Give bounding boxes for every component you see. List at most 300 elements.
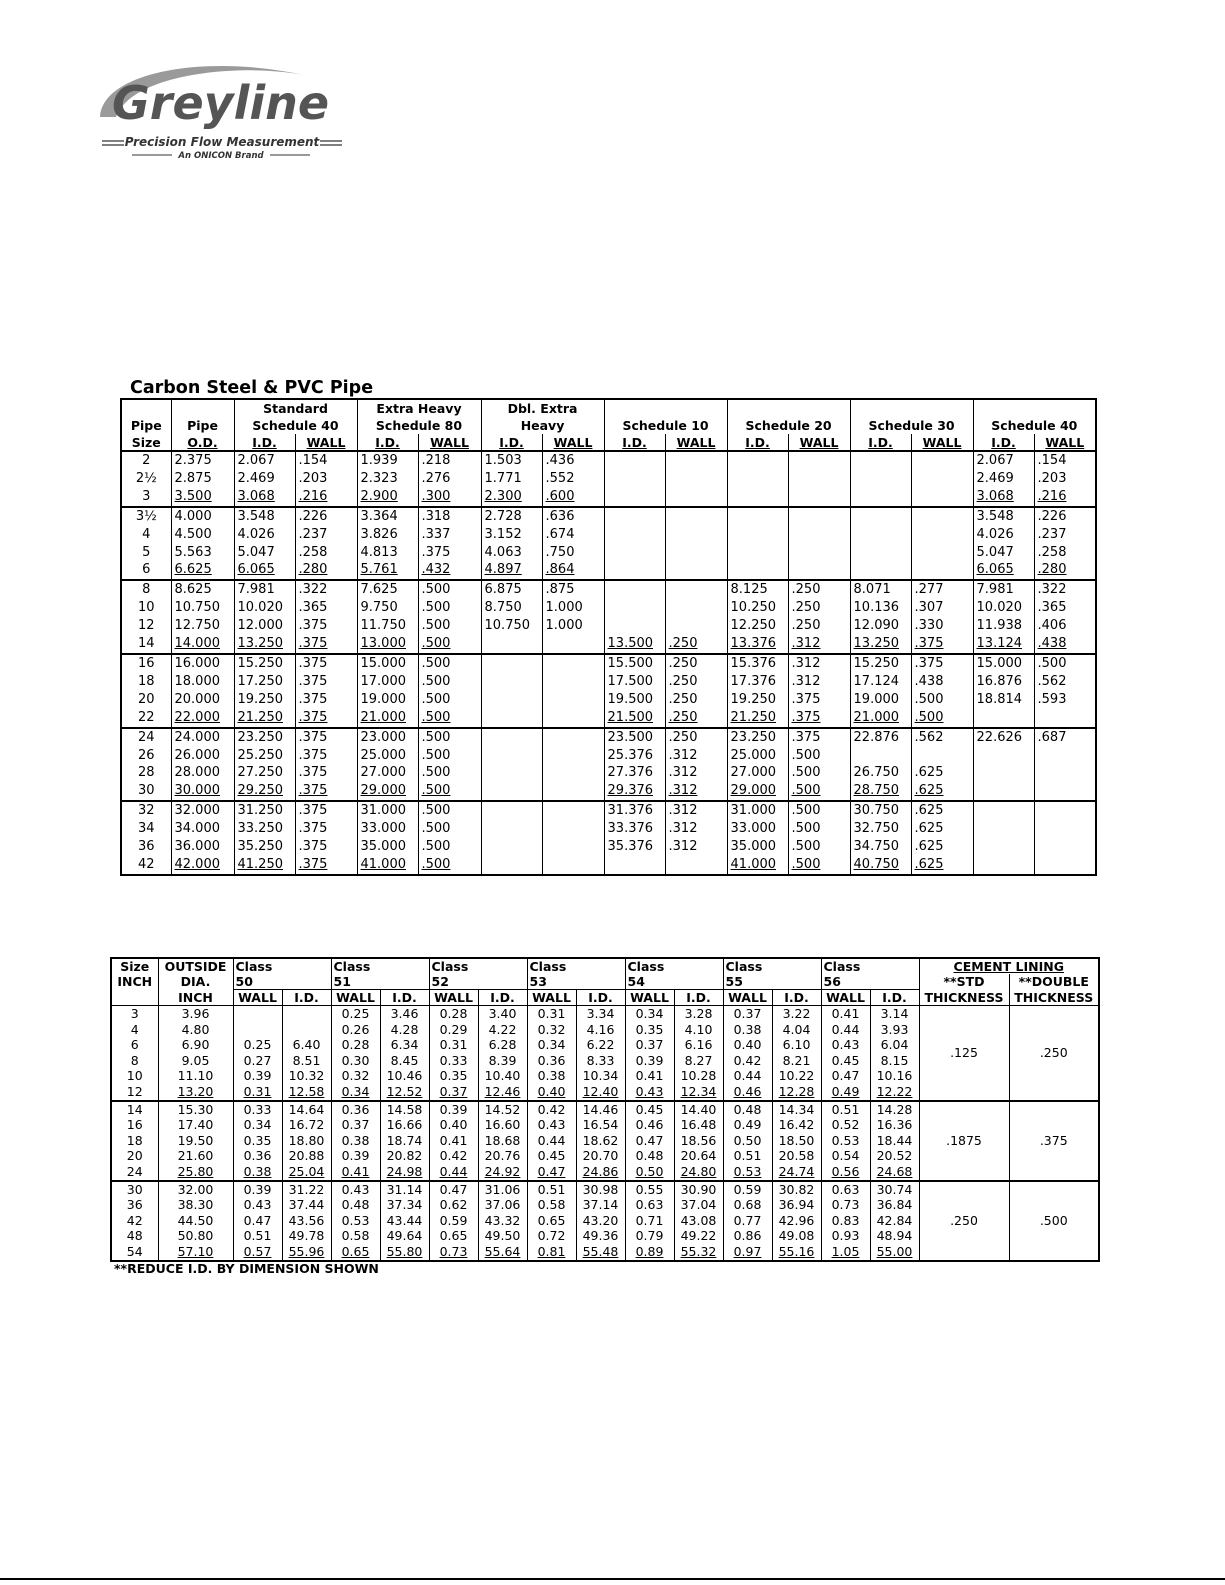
table-cell: 25.80 bbox=[158, 1164, 233, 1181]
table-cell: .500 bbox=[418, 617, 481, 635]
pipe-size-cell: 12 bbox=[111, 1084, 158, 1101]
iron-class-word: Class bbox=[625, 958, 723, 974]
table-cell: 42.000 bbox=[171, 856, 234, 875]
table-cell: 0.53 bbox=[723, 1164, 772, 1181]
table-cell: 25.000 bbox=[357, 747, 418, 765]
table-cell: 0.41 bbox=[625, 1068, 674, 1084]
table-cell bbox=[973, 764, 1034, 782]
table-cell bbox=[911, 747, 973, 765]
table-cell: .203 bbox=[1034, 470, 1096, 488]
table-cell: 3.548 bbox=[973, 507, 1034, 526]
table-row bbox=[121, 654, 1096, 673]
table-cell: 20.82 bbox=[380, 1148, 429, 1164]
table-cell: 24.68 bbox=[870, 1164, 919, 1181]
pipe-size-cell: 28 bbox=[121, 764, 171, 782]
table-cell: .216 bbox=[1034, 488, 1096, 507]
table-cell: .300 bbox=[418, 488, 481, 507]
table-cell: 32.000 bbox=[171, 801, 234, 820]
table-cell: 3.28 bbox=[674, 1006, 723, 1022]
pipe-size-cell: 8 bbox=[121, 580, 171, 599]
pipe-size-cell: 22 bbox=[121, 709, 171, 728]
table-cell bbox=[973, 856, 1034, 875]
steel-group-label-2: Schedule 80 bbox=[357, 417, 481, 434]
table-cell: .625 bbox=[911, 801, 973, 820]
table-row bbox=[121, 764, 1096, 782]
table-cell: 0.37 bbox=[723, 1006, 772, 1022]
table-cell: 55.32 bbox=[674, 1244, 723, 1261]
table-cell: .438 bbox=[911, 673, 973, 691]
table-cell: 27.376 bbox=[604, 764, 665, 782]
table-cell: 30.750 bbox=[850, 801, 911, 820]
table-cell bbox=[542, 691, 604, 709]
pipe-size-cell: 16 bbox=[111, 1117, 158, 1133]
steel-header-row-1 bbox=[121, 399, 1096, 417]
table-cell: 14.28 bbox=[870, 1101, 919, 1118]
table-cell: 10.136 bbox=[850, 599, 911, 617]
table-cell: 3.548 bbox=[234, 507, 295, 526]
table-cell: .154 bbox=[295, 451, 357, 470]
table-cell bbox=[911, 470, 973, 488]
table-cell: 19.000 bbox=[357, 691, 418, 709]
table-cell: 0.43 bbox=[331, 1181, 380, 1198]
table-cell: 0.55 bbox=[625, 1181, 674, 1198]
greyline-logo bbox=[92, 55, 352, 165]
table-cell: 0.36 bbox=[331, 1101, 380, 1118]
table-cell: 0.86 bbox=[723, 1228, 772, 1244]
table-cell bbox=[604, 580, 665, 599]
table-cell: 12.40 bbox=[576, 1084, 625, 1101]
table-cell: 27.000 bbox=[727, 764, 788, 782]
table-cell: 31.22 bbox=[282, 1181, 331, 1198]
table-cell: 0.39 bbox=[625, 1053, 674, 1069]
table-cell: 12.34 bbox=[674, 1084, 723, 1101]
table-cell: 49.50 bbox=[478, 1228, 527, 1244]
table-cell: 0.47 bbox=[625, 1133, 674, 1149]
table-cell: 12.28 bbox=[772, 1084, 821, 1101]
table-cell: 0.51 bbox=[821, 1101, 870, 1118]
table-cell: 18.50 bbox=[772, 1133, 821, 1149]
table-cell: 20.88 bbox=[282, 1148, 331, 1164]
table-cell: .500 bbox=[788, 747, 850, 765]
table-cell: 14.58 bbox=[380, 1101, 429, 1118]
table-cell: .375 bbox=[418, 544, 481, 562]
table-cell: 18.80 bbox=[282, 1133, 331, 1149]
table-cell: .277 bbox=[911, 580, 973, 599]
table-cell: .552 bbox=[542, 470, 604, 488]
table-cell: 4.22 bbox=[478, 1022, 527, 1038]
table-cell: .307 bbox=[911, 599, 973, 617]
pipe-size-cell: 12 bbox=[121, 617, 171, 635]
table-row bbox=[121, 544, 1096, 562]
table-cell: 15.000 bbox=[357, 654, 418, 673]
table-cell bbox=[911, 544, 973, 562]
table-cell: 0.47 bbox=[233, 1213, 282, 1229]
pipe-size-cell: 3½ bbox=[121, 507, 171, 526]
table-cell: 0.53 bbox=[821, 1133, 870, 1149]
table-cell: 17.250 bbox=[234, 673, 295, 691]
table-cell bbox=[1034, 782, 1096, 801]
steel-group-label-1: Dbl. Extra bbox=[481, 399, 604, 417]
table-cell: 2.728 bbox=[481, 507, 542, 526]
table-cell: 6.625 bbox=[171, 561, 234, 580]
table-cell: 14.000 bbox=[171, 635, 234, 654]
steel-header-id: I.D. bbox=[604, 434, 665, 451]
table-cell: 0.25 bbox=[233, 1037, 282, 1053]
table-cell: 28.750 bbox=[850, 782, 911, 801]
table-cell: 10.16 bbox=[870, 1068, 919, 1084]
table-cell bbox=[481, 728, 542, 747]
table-cell: 37.14 bbox=[576, 1197, 625, 1213]
table-cell: 36.94 bbox=[772, 1197, 821, 1213]
table-cell: .500 bbox=[911, 691, 973, 709]
table-cell: .375 bbox=[788, 691, 850, 709]
pipe-size-cell: 42 bbox=[121, 856, 171, 875]
table-cell bbox=[788, 488, 850, 507]
table-cell: 16.60 bbox=[478, 1117, 527, 1133]
table-cell: 10.250 bbox=[727, 599, 788, 617]
table-cell: 0.35 bbox=[233, 1133, 282, 1149]
table-cell: 0.44 bbox=[429, 1164, 478, 1181]
table-cell: .500 bbox=[418, 635, 481, 654]
iron-class-word: Class bbox=[233, 958, 331, 974]
table-cell: 29.000 bbox=[357, 782, 418, 801]
carbon-steel-pipe-table bbox=[120, 398, 1097, 876]
table-row bbox=[111, 1101, 1099, 1118]
lining-std-value: .250 bbox=[919, 1181, 1009, 1261]
pipe-size-cell: 24 bbox=[121, 728, 171, 747]
table-cell: 0.73 bbox=[821, 1197, 870, 1213]
table-cell: 3.364 bbox=[357, 507, 418, 526]
table-cell: 31.000 bbox=[727, 801, 788, 820]
table-cell: 18.62 bbox=[576, 1133, 625, 1149]
iron-header-wall: WALL bbox=[429, 990, 478, 1006]
steel-header-id: I.D. bbox=[973, 434, 1034, 451]
table-cell: 0.43 bbox=[233, 1197, 282, 1213]
table-cell: 4.813 bbox=[357, 544, 418, 562]
table-cell bbox=[973, 782, 1034, 801]
table-cell bbox=[233, 1006, 282, 1022]
table-cell: .625 bbox=[911, 764, 973, 782]
table-cell: 4.10 bbox=[674, 1022, 723, 1038]
table-cell: 33.250 bbox=[234, 820, 295, 838]
table-cell: 0.45 bbox=[625, 1101, 674, 1118]
table-cell: 29.250 bbox=[234, 782, 295, 801]
table-cell bbox=[727, 561, 788, 580]
table-cell: 10.020 bbox=[973, 599, 1034, 617]
table-cell: 3.14 bbox=[870, 1006, 919, 1022]
table-cell: .625 bbox=[911, 782, 973, 801]
table-cell: 0.83 bbox=[821, 1213, 870, 1229]
table-cell: .375 bbox=[788, 728, 850, 747]
table-cell: 6.04 bbox=[870, 1037, 919, 1053]
table-cell: .237 bbox=[1034, 526, 1096, 544]
pipe-size-cell: 34 bbox=[121, 820, 171, 838]
table-cell: 31.000 bbox=[357, 801, 418, 820]
table-cell: 23.250 bbox=[727, 728, 788, 747]
table-cell: 0.54 bbox=[821, 1148, 870, 1164]
table-cell: 0.77 bbox=[723, 1213, 772, 1229]
table-cell: .500 bbox=[788, 801, 850, 820]
table-cell: 13.124 bbox=[973, 635, 1034, 654]
table-cell: 9.05 bbox=[158, 1053, 233, 1069]
table-cell: 6.10 bbox=[772, 1037, 821, 1053]
table-cell: 20.64 bbox=[674, 1148, 723, 1164]
steel-group-label-2: Schedule 30 bbox=[850, 417, 973, 434]
table-cell: 15.30 bbox=[158, 1101, 233, 1118]
table-cell: 16.876 bbox=[973, 673, 1034, 691]
table-cell bbox=[665, 580, 727, 599]
table-cell: 3.500 bbox=[171, 488, 234, 507]
steel-header-wall: WALL bbox=[1034, 434, 1096, 451]
pipe-size-cell: 32 bbox=[121, 801, 171, 820]
table-cell: 30.74 bbox=[870, 1181, 919, 1198]
table-cell: 55.96 bbox=[282, 1244, 331, 1261]
table-cell: .500 bbox=[788, 838, 850, 856]
table-cell: 0.41 bbox=[331, 1164, 380, 1181]
table-cell: .375 bbox=[295, 728, 357, 747]
table-cell: 4.897 bbox=[481, 561, 542, 580]
table-cell: 15.500 bbox=[604, 654, 665, 673]
table-cell: 1.771 bbox=[481, 470, 542, 488]
pipe-size-cell: 30 bbox=[111, 1181, 158, 1198]
table-cell: .500 bbox=[418, 764, 481, 782]
table-cell: 18.68 bbox=[478, 1133, 527, 1149]
table-cell: 18.44 bbox=[870, 1133, 919, 1149]
table-cell: .330 bbox=[911, 617, 973, 635]
iron-header-wall: WALL bbox=[527, 990, 576, 1006]
table-cell: .500 bbox=[418, 782, 481, 801]
table-cell bbox=[973, 838, 1034, 856]
table-cell bbox=[727, 507, 788, 526]
table-cell: 0.63 bbox=[625, 1197, 674, 1213]
table-cell: .687 bbox=[1034, 728, 1096, 747]
table-cell: 30.90 bbox=[674, 1181, 723, 1198]
pipe-size-cell: 18 bbox=[121, 673, 171, 691]
table-cell bbox=[665, 856, 727, 875]
table-cell: 17.124 bbox=[850, 673, 911, 691]
table-cell: 43.56 bbox=[282, 1213, 331, 1229]
pipe-size-cell: 18 bbox=[111, 1133, 158, 1149]
table-cell: 0.43 bbox=[527, 1117, 576, 1133]
table-cell: 3.152 bbox=[481, 526, 542, 544]
table-row bbox=[121, 526, 1096, 544]
table-cell: 0.81 bbox=[527, 1244, 576, 1261]
pipe-size-cell: 16 bbox=[121, 654, 171, 673]
iron-class-word: Class bbox=[331, 958, 429, 974]
table-cell: .312 bbox=[665, 764, 727, 782]
table-cell: 10.22 bbox=[772, 1068, 821, 1084]
table-cell bbox=[727, 544, 788, 562]
table-cell: 0.62 bbox=[429, 1197, 478, 1213]
table-cell: .250 bbox=[788, 580, 850, 599]
table-cell: 16.000 bbox=[171, 654, 234, 673]
table-cell: .500 bbox=[911, 709, 973, 728]
table-cell: 0.37 bbox=[331, 1117, 380, 1133]
table-cell: .500 bbox=[788, 856, 850, 875]
steel-group-label-2: Heavy bbox=[481, 417, 604, 434]
table-cell: 55.80 bbox=[380, 1244, 429, 1261]
table-cell: 17.40 bbox=[158, 1117, 233, 1133]
pipe-size-cell: 10 bbox=[111, 1068, 158, 1084]
iron-header-wall: WALL bbox=[821, 990, 870, 1006]
table-cell: 0.40 bbox=[527, 1084, 576, 1101]
ductile-iron-pipe-table bbox=[110, 957, 1100, 1262]
table-cell bbox=[604, 470, 665, 488]
table-cell bbox=[1034, 747, 1096, 765]
table-cell bbox=[727, 451, 788, 470]
table-cell bbox=[1034, 801, 1096, 820]
table-cell: 0.38 bbox=[527, 1068, 576, 1084]
iron-header-wall: WALL bbox=[625, 990, 674, 1006]
table-cell: 21.500 bbox=[604, 709, 665, 728]
pipe-size-cell: 20 bbox=[111, 1148, 158, 1164]
table-cell: 15.250 bbox=[850, 654, 911, 673]
table-cell: 19.250 bbox=[234, 691, 295, 709]
table-cell: 0.31 bbox=[527, 1006, 576, 1022]
table-cell: 0.25 bbox=[331, 1006, 380, 1022]
table-cell: .154 bbox=[1034, 451, 1096, 470]
table-cell: .625 bbox=[911, 856, 973, 875]
table-cell: 35.000 bbox=[727, 838, 788, 856]
table-row bbox=[121, 838, 1096, 856]
table-cell: 12.250 bbox=[727, 617, 788, 635]
table-cell: 18.814 bbox=[973, 691, 1034, 709]
table-cell: .250 bbox=[665, 691, 727, 709]
table-cell: 2.067 bbox=[973, 451, 1034, 470]
table-cell: .250 bbox=[665, 673, 727, 691]
pipe-size-cell: 36 bbox=[111, 1197, 158, 1213]
table-cell: .500 bbox=[418, 709, 481, 728]
table-cell bbox=[850, 747, 911, 765]
table-cell: 0.35 bbox=[625, 1022, 674, 1038]
table-cell: 0.48 bbox=[625, 1148, 674, 1164]
table-cell: 0.58 bbox=[331, 1228, 380, 1244]
table-row bbox=[121, 561, 1096, 580]
table-cell: 20.000 bbox=[171, 691, 234, 709]
table-cell bbox=[850, 488, 911, 507]
table-cell: 0.34 bbox=[331, 1084, 380, 1101]
table-cell: 0.49 bbox=[723, 1117, 772, 1133]
table-cell: 8.750 bbox=[481, 599, 542, 617]
table-cell: 3.46 bbox=[380, 1006, 429, 1022]
table-cell: 0.44 bbox=[723, 1068, 772, 1084]
table-cell bbox=[665, 488, 727, 507]
table-cell: 0.33 bbox=[429, 1053, 478, 1069]
table-cell bbox=[850, 544, 911, 562]
table-cell bbox=[542, 728, 604, 747]
table-cell: 11.938 bbox=[973, 617, 1034, 635]
table-cell bbox=[788, 526, 850, 544]
table-cell: 44.50 bbox=[158, 1213, 233, 1229]
steel-group-label-1 bbox=[973, 399, 1096, 417]
table-cell bbox=[481, 782, 542, 801]
table-cell: 0.36 bbox=[527, 1053, 576, 1069]
table-cell: .280 bbox=[295, 561, 357, 580]
table-cell: 0.65 bbox=[429, 1228, 478, 1244]
table-cell: .500 bbox=[788, 782, 850, 801]
table-cell: .864 bbox=[542, 561, 604, 580]
table-cell: 0.41 bbox=[429, 1133, 478, 1149]
table-cell: 7.625 bbox=[357, 580, 418, 599]
table-cell: 0.36 bbox=[233, 1148, 282, 1164]
table-cell: 0.50 bbox=[625, 1164, 674, 1181]
table-row bbox=[121, 820, 1096, 838]
table-cell: 21.000 bbox=[357, 709, 418, 728]
table-cell: 10.750 bbox=[481, 617, 542, 635]
steel-group-label-1 bbox=[850, 399, 973, 417]
table-cell bbox=[665, 544, 727, 562]
table-cell: 25.04 bbox=[282, 1164, 331, 1181]
table-cell: 4.026 bbox=[234, 526, 295, 544]
steel-header-wall: WALL bbox=[665, 434, 727, 451]
table-cell: 12.52 bbox=[380, 1084, 429, 1101]
table-cell: 5.761 bbox=[357, 561, 418, 580]
table-row bbox=[121, 635, 1096, 654]
table-cell: .375 bbox=[295, 654, 357, 673]
iron-header-outside: OUTSIDE bbox=[158, 958, 233, 974]
table-cell: 14.64 bbox=[282, 1101, 331, 1118]
table-cell: 31.376 bbox=[604, 801, 665, 820]
iron-header-wall: WALL bbox=[331, 990, 380, 1006]
table-cell: 0.39 bbox=[233, 1068, 282, 1084]
table-cell: 0.71 bbox=[625, 1213, 674, 1229]
table-cell: .406 bbox=[1034, 617, 1096, 635]
table-cell: 0.48 bbox=[723, 1101, 772, 1118]
table-cell: .318 bbox=[418, 507, 481, 526]
table-cell: 0.45 bbox=[527, 1148, 576, 1164]
table-cell bbox=[665, 617, 727, 635]
table-cell bbox=[542, 820, 604, 838]
iron-class-word: Class bbox=[821, 958, 919, 974]
table-cell: .226 bbox=[295, 507, 357, 526]
table-cell: .203 bbox=[295, 470, 357, 488]
table-row bbox=[111, 1006, 1099, 1022]
iron-lining-std: **STD bbox=[919, 974, 1009, 990]
table-cell: 3.40 bbox=[478, 1006, 527, 1022]
table-cell: 0.50 bbox=[723, 1133, 772, 1149]
iron-header-dia-unit: INCH bbox=[158, 990, 233, 1006]
table-cell: 0.49 bbox=[821, 1084, 870, 1101]
table-cell: 41.000 bbox=[357, 856, 418, 875]
table-row bbox=[121, 709, 1096, 728]
table-cell: 4.28 bbox=[380, 1022, 429, 1038]
table-cell: 0.27 bbox=[233, 1053, 282, 1069]
steel-group-label-2: Schedule 20 bbox=[727, 417, 850, 434]
table-cell: 17.000 bbox=[357, 673, 418, 691]
table-cell: 0.89 bbox=[625, 1244, 674, 1261]
table-cell: .625 bbox=[911, 820, 973, 838]
table-cell: 36.000 bbox=[171, 838, 234, 856]
table-cell: 10.28 bbox=[674, 1068, 723, 1084]
table-cell: 0.32 bbox=[331, 1068, 380, 1084]
table-cell: .600 bbox=[542, 488, 604, 507]
table-cell: 9.750 bbox=[357, 599, 418, 617]
table-cell: 0.31 bbox=[233, 1084, 282, 1101]
table-cell: 4.16 bbox=[576, 1022, 625, 1038]
table-cell: 0.44 bbox=[821, 1022, 870, 1038]
pipe-size-cell: 8 bbox=[111, 1053, 158, 1069]
table-cell: 33.000 bbox=[727, 820, 788, 838]
table-cell: 27.000 bbox=[357, 764, 418, 782]
table-cell bbox=[481, 673, 542, 691]
table-cell: 0.33 bbox=[233, 1101, 282, 1118]
table-cell: 33.000 bbox=[357, 820, 418, 838]
table-cell: 0.42 bbox=[429, 1148, 478, 1164]
iron-header-id: I.D. bbox=[380, 990, 429, 1006]
table-cell: 11.10 bbox=[158, 1068, 233, 1084]
table-cell: 0.26 bbox=[331, 1022, 380, 1038]
table-cell bbox=[542, 856, 604, 875]
